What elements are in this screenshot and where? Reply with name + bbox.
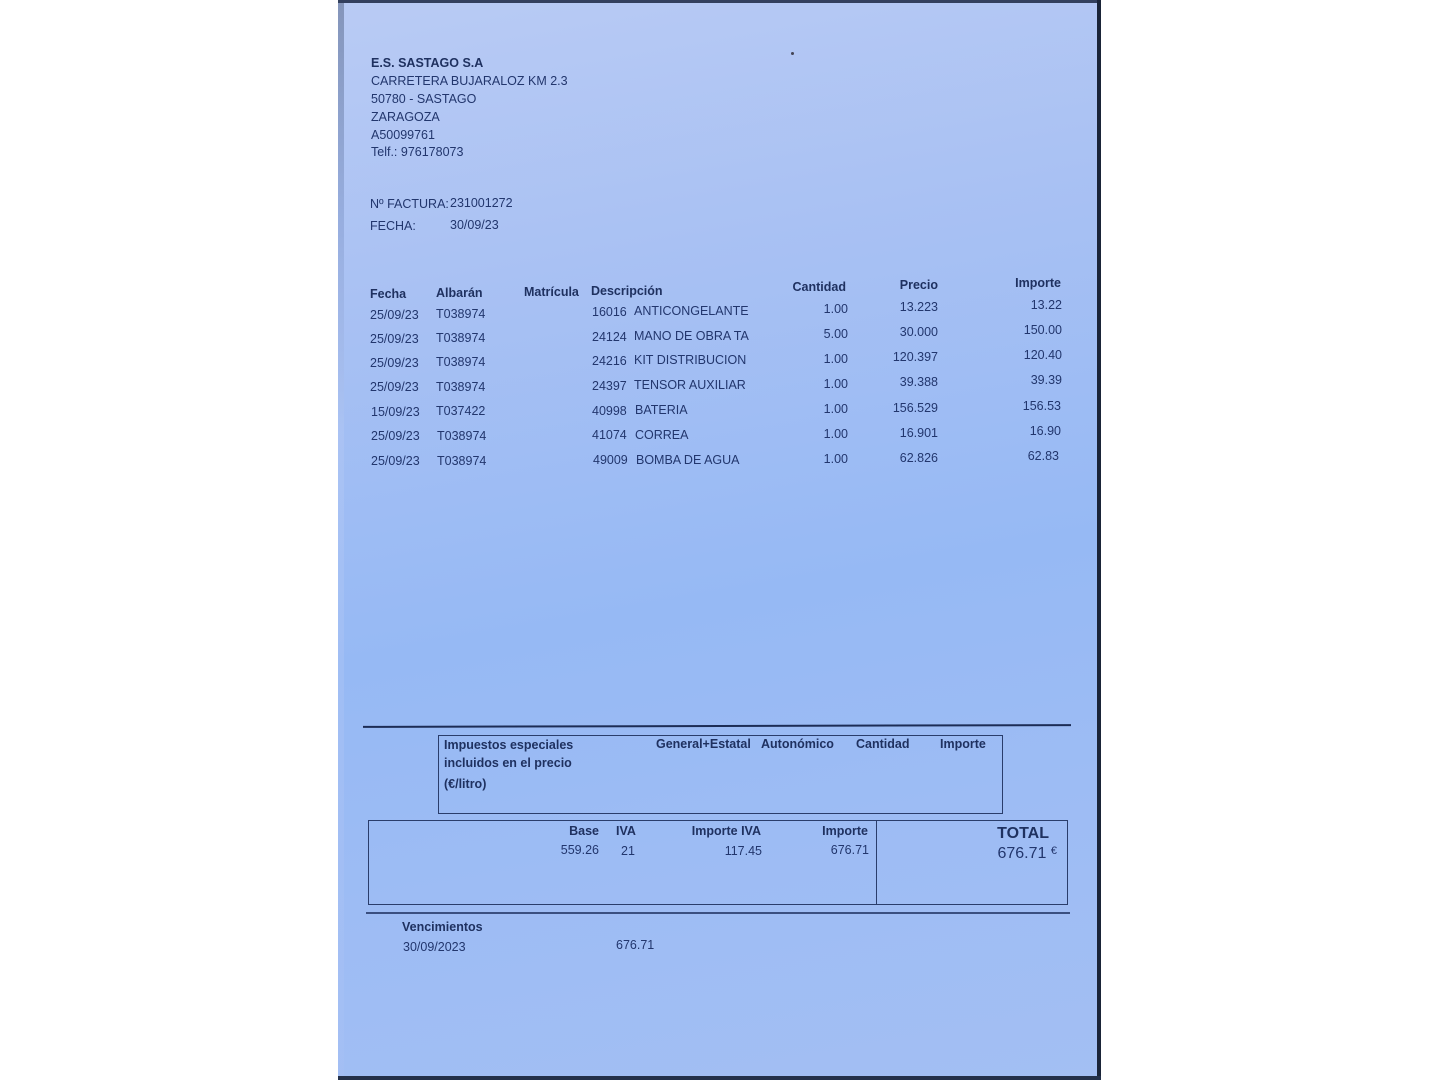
row-fecha: 15/09/23: [371, 405, 420, 419]
col-autonomico: Autonómico: [761, 737, 834, 751]
special-taxes-label-1: Impuestos especiales: [444, 738, 574, 752]
invoice-number: 231001272: [450, 196, 513, 210]
row-cantidad: 1.00: [823, 402, 848, 416]
iva-value: 21: [621, 844, 635, 858]
row-importe: 62.83: [1027, 449, 1059, 463]
importe-iva-value: 117.45: [724, 844, 762, 858]
photo-edge-right: [1097, 0, 1101, 1080]
row-fecha: 25/09/23: [370, 356, 419, 370]
vencimientos-label: Vencimientos: [402, 920, 483, 934]
col-header-albaran: Albarán: [436, 286, 483, 300]
row-importe: 39.39: [1030, 373, 1062, 387]
row-precio: 62.826: [899, 451, 938, 465]
totals-divider: [876, 821, 877, 904]
row-cantidad: 1.00: [823, 452, 848, 466]
vencimientos-separator: [366, 912, 1070, 914]
col-general-estatal: General+Estatal: [656, 737, 751, 751]
row-cantidad: 5.00: [823, 327, 848, 341]
invoice-date: 30/09/23: [450, 218, 499, 232]
company-province: ZARAGOZA: [371, 110, 440, 124]
col-cantidad: Cantidad: [856, 737, 910, 751]
company-phone: Telf.: 976178073: [371, 145, 464, 159]
row-precio: 16.901: [899, 426, 938, 440]
importe-iva-label: Importe IVA: [691, 824, 761, 838]
row-albaran: T038974: [436, 307, 486, 321]
invoice-photo: [338, 0, 1101, 1080]
row-desc: CORREA: [635, 428, 689, 442]
total-label: TOTAL: [997, 825, 1049, 842]
row-albaran: T038974: [436, 380, 486, 394]
row-importe: 120.40: [1023, 348, 1062, 362]
row-fecha: 25/09/23: [370, 380, 419, 394]
col-header-descripcion: Descripción: [591, 284, 663, 298]
col-header-importe: Importe: [1015, 276, 1061, 290]
row-importe: 156.53: [1022, 399, 1061, 413]
row-fecha: 25/09/23: [370, 332, 419, 346]
row-precio: 156.529: [892, 401, 938, 415]
company-address: CARRETERA BUJARALOZ KM 2.3: [371, 74, 568, 88]
row-code: 24397: [592, 379, 627, 393]
row-albaran: T038974: [437, 429, 487, 443]
row-fecha: 25/09/23: [370, 308, 419, 322]
row-fecha: 25/09/23: [371, 429, 420, 443]
currency-symbol: €: [1050, 845, 1057, 857]
row-code: 16016: [592, 305, 627, 319]
row-desc: MANO DE OBRA TA: [634, 329, 749, 343]
total-amount: [949, 845, 1057, 863]
total-value: 676.71: [997, 845, 1047, 862]
special-taxes-label-3: (€/litro): [444, 777, 487, 791]
row-precio: 39.388: [899, 375, 938, 389]
row-albaran: T037422: [436, 404, 486, 418]
row-desc: KIT DISTRIBUCION: [634, 353, 747, 367]
col-header-precio: Precio: [899, 278, 938, 292]
row-albaran: T038974: [437, 454, 487, 468]
importe-label: Importe: [822, 824, 868, 838]
photo-edge-bottom: [338, 1076, 1101, 1080]
company-city: 50780 - SASTAGO: [371, 92, 477, 106]
col-header-matricula: Matrícula: [524, 285, 579, 299]
special-taxes-box: [438, 735, 1003, 814]
row-cantidad: 1.00: [823, 302, 848, 316]
row-importe: 16.90: [1029, 424, 1061, 438]
company-cif: A50099761: [371, 128, 435, 142]
row-cantidad: 1.00: [823, 352, 848, 366]
row-desc: TENSOR AUXILIAR: [634, 378, 746, 392]
col-importe: Importe: [940, 737, 986, 751]
invoice-date-label: FECHA:: [370, 219, 416, 233]
row-code: 24124: [592, 330, 627, 344]
row-code: 40998: [592, 404, 627, 418]
footer-separator: [363, 724, 1071, 728]
vencimiento-date: 30/09/2023: [403, 940, 466, 954]
row-code: 24216: [592, 354, 627, 368]
row-importe: 150.00: [1023, 323, 1062, 337]
row-albaran: T038974: [436, 331, 486, 345]
iva-label: IVA: [616, 824, 636, 838]
base-label: Base: [569, 824, 599, 838]
row-precio: 120.397: [892, 350, 938, 364]
row-code: 41074: [592, 428, 627, 442]
invoice-number-label: Nº FACTURA:: [370, 197, 449, 211]
row-precio: 30.000: [899, 325, 938, 339]
row-cantidad: 1.00: [823, 427, 848, 441]
col-header-fecha: Fecha: [370, 287, 407, 301]
company-name: E.S. SASTAGO S.A: [371, 56, 484, 70]
importe-value: 676.71: [830, 843, 869, 857]
totals-box: [368, 820, 1068, 905]
row-cantidad: 1.00: [823, 377, 848, 391]
row-code: 49009: [593, 453, 628, 467]
photo-edge-top: [338, 0, 1101, 3]
col-header-cantidad: Cantidad: [792, 280, 846, 294]
row-precio: 13.223: [899, 300, 938, 314]
base-value: 559.26: [560, 843, 599, 857]
row-desc: ANTICONGELANTE: [634, 304, 749, 318]
special-taxes-label-2: incluidos en el precio: [444, 756, 572, 770]
row-desc: BOMBA DE AGUA: [636, 453, 740, 467]
vencimiento-amount: 676.71: [616, 938, 655, 952]
speck: [791, 52, 794, 55]
row-albaran: T038974: [436, 355, 486, 369]
row-desc: BATERIA: [635, 403, 688, 417]
row-importe: 13.22: [1030, 298, 1062, 312]
row-fecha: 25/09/23: [371, 454, 420, 468]
